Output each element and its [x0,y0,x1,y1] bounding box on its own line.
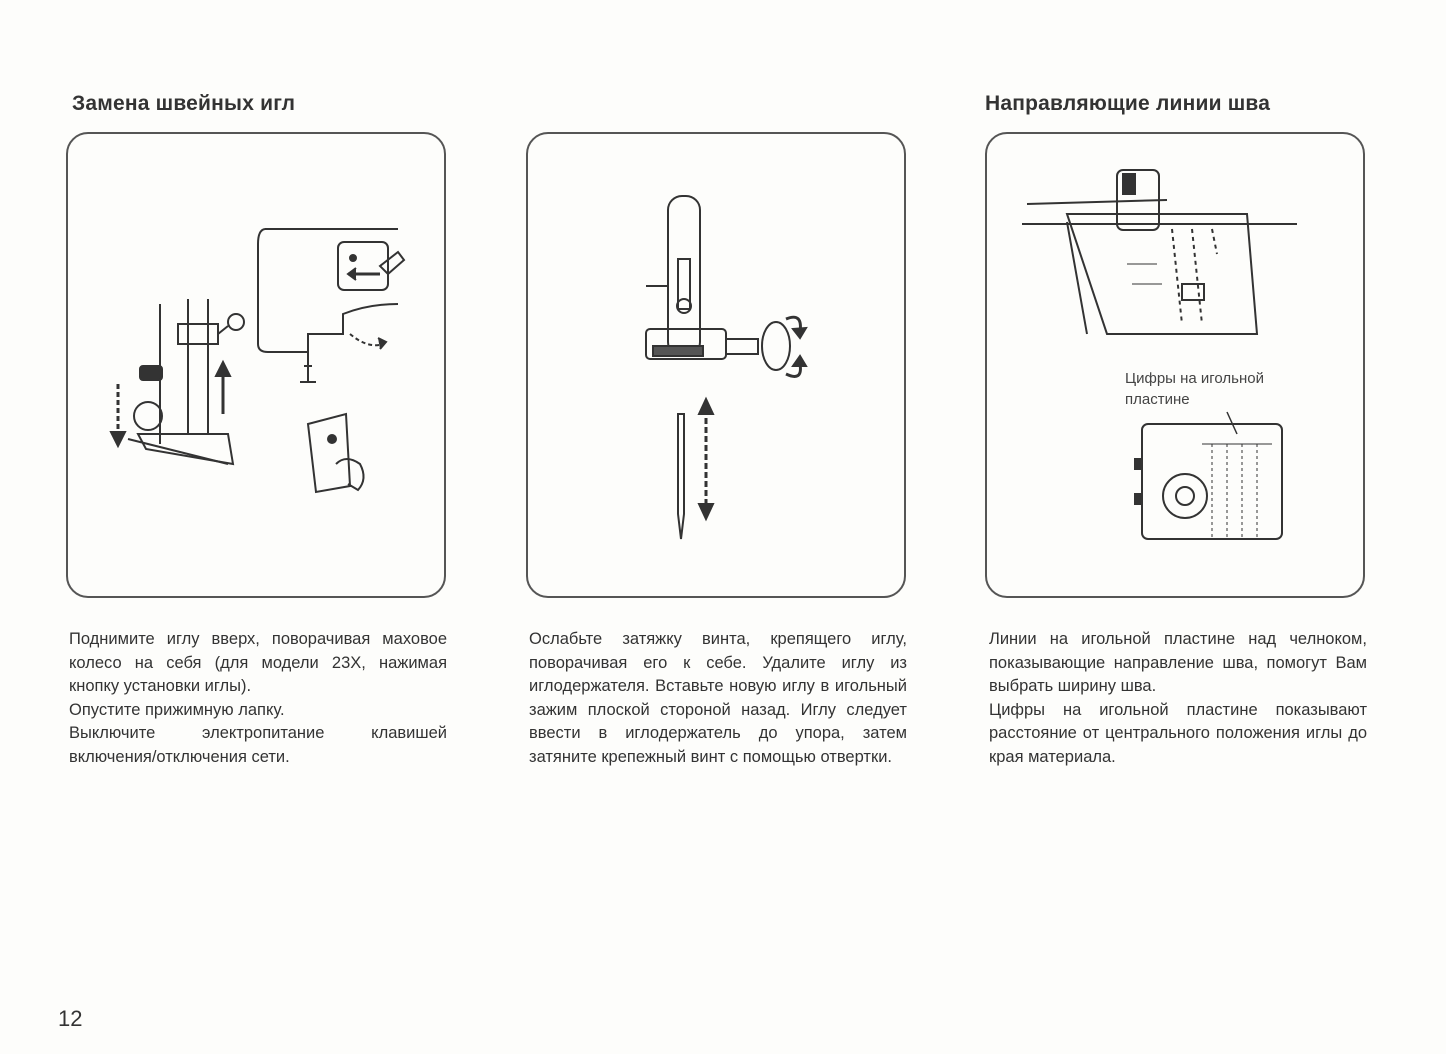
page-number: 12 [58,1006,83,1031]
caption-line-2: пластине [1125,391,1190,408]
needle-clamp-illustration [528,134,904,596]
paragraph: Цифры на игольной пластине показывают расстояние от центрального положения иглы до края материала. [989,700,1367,766]
seam-scale-lines [1212,444,1257,539]
needle-icon [678,414,684,539]
presser-bar [160,299,208,444]
seam-guide-illustration [987,134,1363,596]
presser-foot-icon [138,434,233,464]
clamp-screw-icon [762,322,790,370]
text-raise-needle [69,628,447,769]
power-switch-icon [308,414,350,492]
panel-seam-guides [985,132,1365,598]
screw-shaft [726,339,758,354]
needle-clamp [178,324,218,344]
feed-window [1182,284,1204,300]
section-title-needle-replacement: Замена швейных игл [72,92,296,115]
text-needle-clamp [529,628,907,769]
plate-numbers-caption [1125,368,1264,410]
needle-bar-small [300,349,316,382]
thumb-screw-icon [140,366,162,380]
paragraph: Поднимите иглу вверх, поворачивая маховое колесо на себя (для модели 23X, нажимая кнопку установки иглы). [69,630,447,695]
guide-lines [1172,229,1217,324]
bobbin-icon [1163,474,1207,518]
needle-plate-outline [1067,214,1257,334]
panel-needle-clamp [526,132,906,598]
text-seam-guides [989,628,1367,769]
foot-screw-icon [134,402,162,430]
caption-line-1: Цифры на игольной [1125,370,1265,387]
clamp-screw-icon [228,314,244,330]
panel-raise-needle [66,132,446,598]
rotation-arrow-icon [350,334,383,345]
needle-raise-illustration [68,134,444,596]
finger-icon [380,252,404,274]
paragraph: Ослабьте затяжку винта, крепящего иглу, поворачивая его к себе. Удалите иглу из иглодержателя. Вставьте новую иглу в игольный зажим плоской стороной назад. Иглу следует ввести в иглодержатель до упора, затем затяните крепежный винт с помощью отвертки. [529,630,907,766]
paragraph: Линии на игольной пластине над челноком, показывающие направление шва, помогут Вам выбрать ширину шва. [989,630,1367,695]
section-title-seam-guides: Направляющие линии шва [985,92,1271,115]
needle-bar-icon [668,196,700,356]
paragraph: Опустите прижимную лапку. [69,700,285,719]
paragraph: Выключите электропитание клавишей включения/отключения сети. [69,724,447,766]
